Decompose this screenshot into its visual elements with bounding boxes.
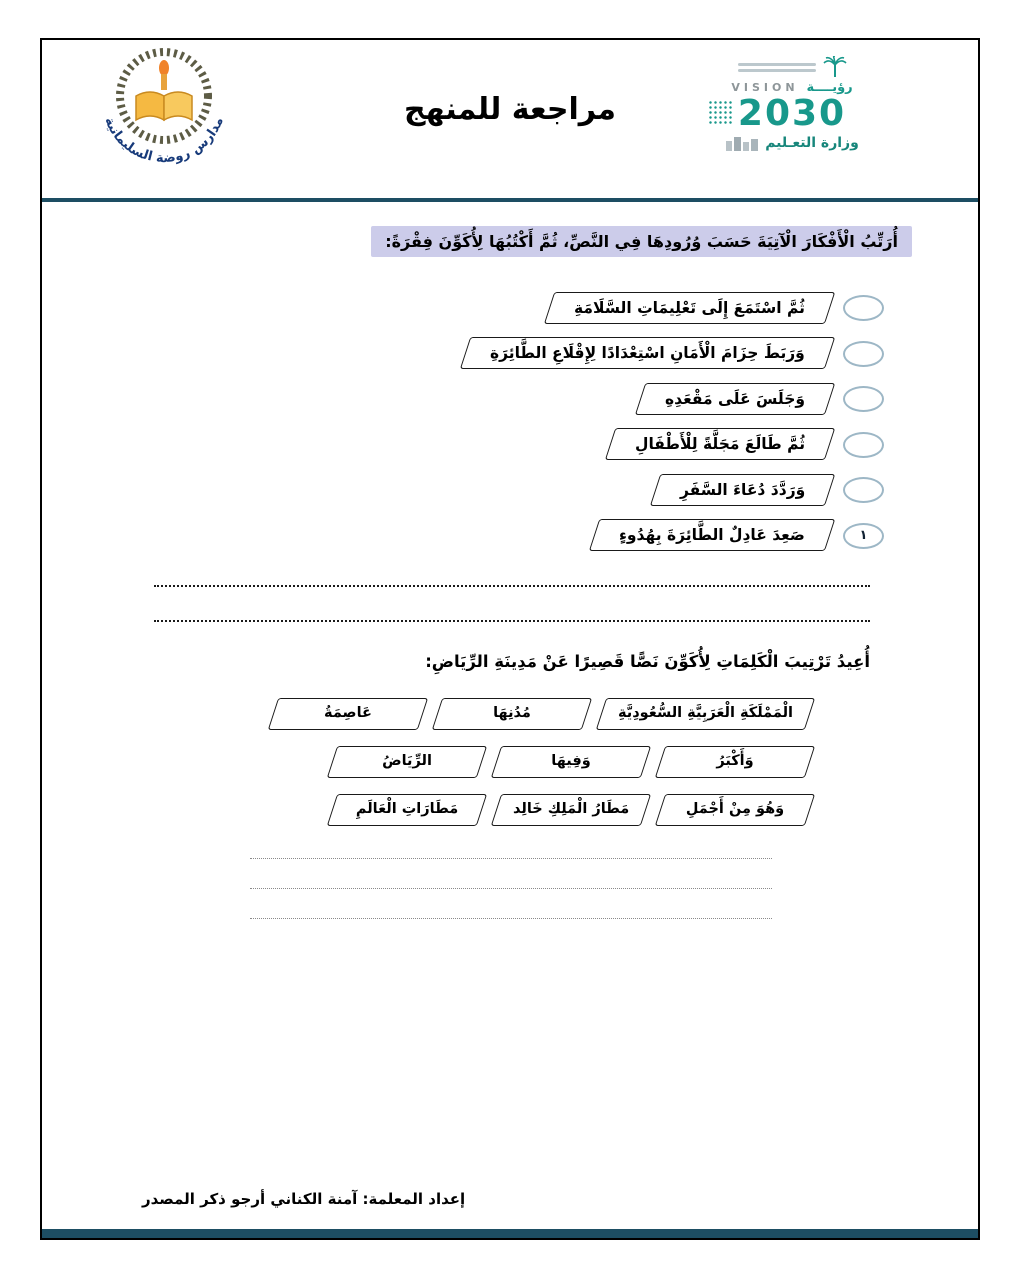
- school-name-curved: مدارس روضة السليمانية: [101, 115, 227, 167]
- palm-icon: [823, 56, 847, 78]
- vision2030-logo: [702, 56, 882, 151]
- word-text: وَأَكْبَرُ: [716, 752, 754, 769]
- word-text: مَطَارُ الْمَلِكِ خَالِد: [512, 800, 629, 817]
- answer-line: [154, 585, 870, 587]
- idea-text: ثُمَّ اسْتَمَعَ إِلَى تَعْلِيمَاتِ السَّلَامَةِ: [574, 299, 805, 317]
- year-2030: 2030: [737, 93, 847, 134]
- idea-banner: [649, 474, 835, 506]
- answer-line: [250, 858, 772, 859]
- word-text: مُدُنِهَا: [493, 705, 531, 721]
- word-card: [432, 698, 592, 730]
- word-text: وَهُوَ مِنْ أَجْمَلِ: [685, 800, 785, 817]
- order-item-row: [465, 383, 884, 415]
- page-title: مراجعة للمنهج: [403, 92, 616, 127]
- word-card: [655, 794, 815, 826]
- word-text: وَفِيهَا: [551, 752, 591, 769]
- roya-label: رؤيــــة: [806, 80, 853, 95]
- idea-banner: [460, 337, 835, 369]
- order-item-row: [465, 519, 884, 551]
- idea-banner: [605, 428, 836, 460]
- order-item-row: [465, 337, 884, 369]
- word-text: عَاصِمَةُ: [324, 705, 372, 721]
- exercise2-word-bank: [273, 698, 810, 841]
- word-row: [273, 746, 810, 778]
- word-text: الْمَمْلَكَةِ الْعَرَبِيَّةِ السُّعُودِيَّةِ: [618, 705, 793, 721]
- word-card: [655, 746, 815, 778]
- order-answer-oval: [843, 432, 884, 458]
- word-text: مَطَارَاتِ الْعَالَمِ: [355, 800, 458, 817]
- answer-line: [250, 918, 772, 919]
- flame-icon: [159, 60, 169, 76]
- order-answer-oval: [843, 341, 884, 367]
- idea-banner: [635, 383, 836, 415]
- exercise1-instruction: أُرَتِّبُ الْأَفْكَارَ الْآتِيَةَ حَسَبَ وُرُودِهَا فِي النَّصِّ، ثُمَّ أَكْتُبُهَا لِأُكَوِّنَ فِقْرَةً:: [371, 226, 912, 257]
- idea-text: وَرَبَطَ حِزَامَ الْأَمَانِ اسْتِعْدَادًا لِإِقْلَاعِ الطَّائِرَةِ: [490, 344, 805, 363]
- idea-text: وَجَلَسَ عَلَى مَقْعَدِهِ: [664, 389, 805, 408]
- ministry-label: وزارة التعـليم: [765, 135, 859, 151]
- word-card: [491, 746, 651, 778]
- word-row: [273, 698, 810, 730]
- answer-line: [250, 888, 772, 889]
- word-text: الرِّيَاضُ: [382, 752, 432, 769]
- order-item-row: [465, 292, 884, 324]
- torch-icon: [161, 74, 167, 90]
- order-answer-oval: [843, 386, 884, 412]
- word-card: [491, 794, 652, 826]
- word-row: [273, 794, 810, 826]
- order-answer-oval: [843, 295, 884, 321]
- idea-banner: [544, 292, 835, 324]
- idea-banner: [589, 519, 835, 551]
- buildings-icon: [725, 135, 759, 151]
- dotted-pattern-decoration: [708, 100, 734, 126]
- order-answer-oval: [843, 477, 884, 503]
- order-item-row: [465, 474, 884, 506]
- idea-text: ثُمَّ طَالَعَ مَجَلَّةً لِلْأَطْفَالِ: [634, 435, 805, 454]
- word-card: [268, 698, 428, 730]
- worksheet-page: [40, 38, 980, 1240]
- logo-fineprint-lines: [738, 60, 816, 75]
- answer-line: [154, 620, 870, 622]
- bottom-accent-bar: [42, 1229, 978, 1238]
- header-divider: [42, 198, 978, 202]
- exercise2-instruction: أُعِيدُ تَرْتِيبَ الْكَلِمَاتِ لِأُكَوِّنَ نَصًّا قَصِيرًا عَنْ مَدِينَةِ الرِّيَاضِ:: [425, 652, 870, 671]
- order-item-row: [465, 428, 884, 460]
- word-card: [327, 794, 487, 826]
- word-card: [327, 746, 487, 778]
- exercise1-items: [465, 292, 884, 565]
- idea-text: صَعِدَ عَادِلٌ الطَّائِرَةَ بِهُدُوءٍ: [619, 526, 805, 545]
- vision-label: VISION: [731, 81, 799, 94]
- order-number: ١: [859, 528, 868, 544]
- word-card: [596, 698, 815, 730]
- idea-text: وَرَدَّدَ دُعَاءَ السَّفَرِ: [679, 480, 805, 499]
- order-answer-oval: [843, 523, 884, 549]
- teacher-credit: إعداد المعلمة: آمنة الكناني أرجو ذكر المصدر: [142, 1190, 466, 1208]
